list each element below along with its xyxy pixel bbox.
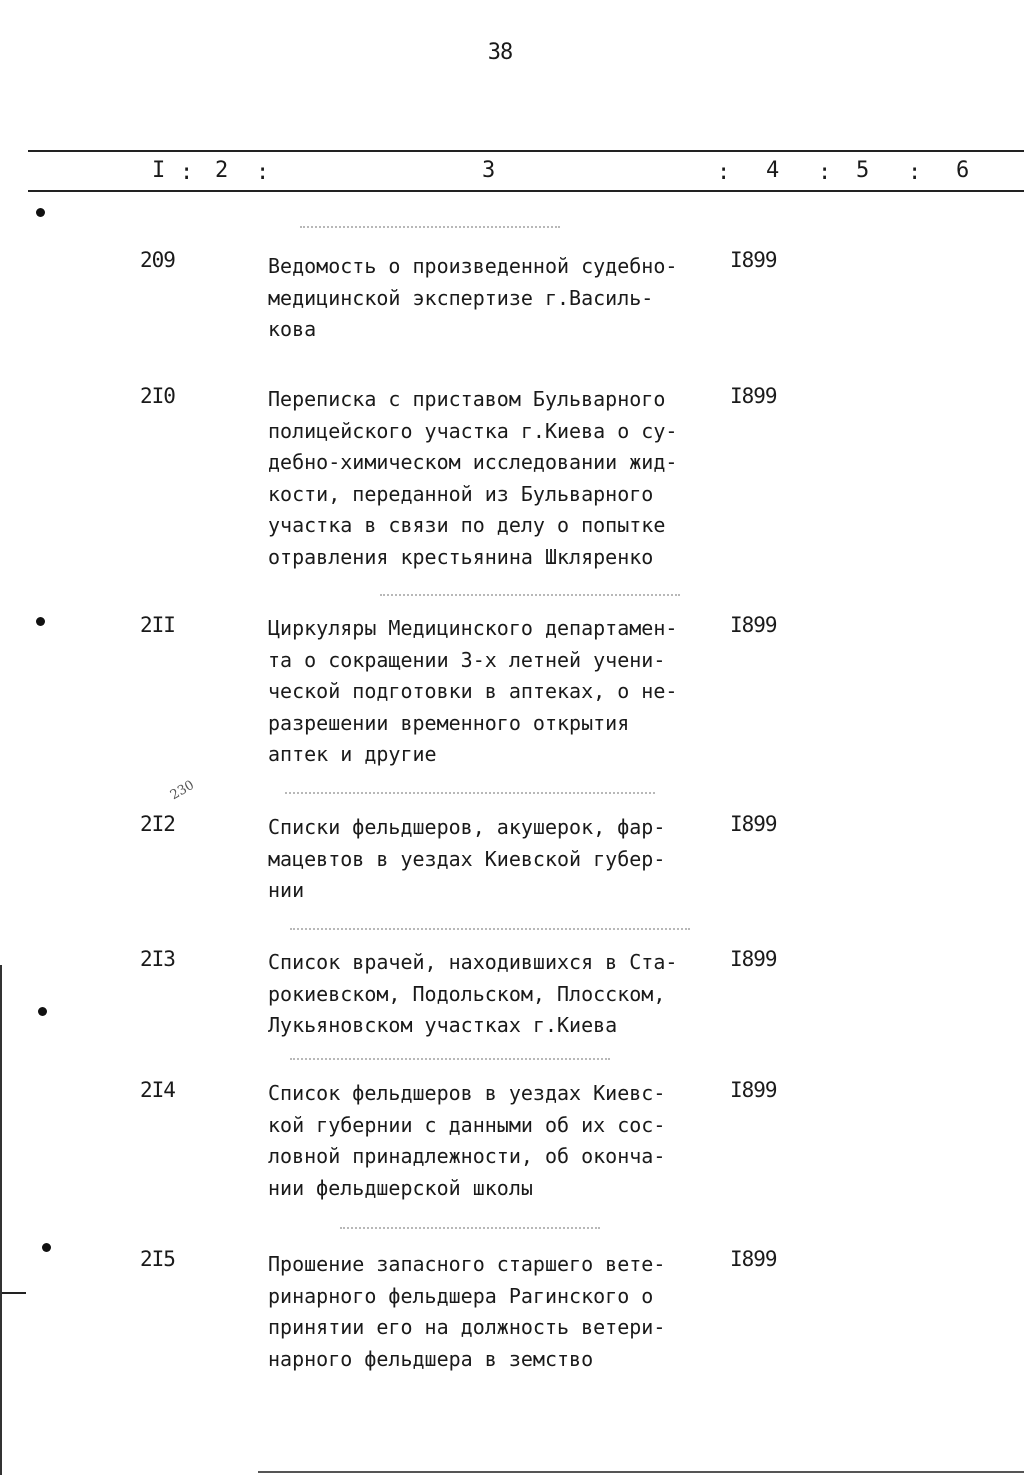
entry-number: 2I3 — [140, 947, 175, 971]
faint-dotted-line — [290, 1058, 610, 1060]
bottom-edge-line — [258, 1471, 1024, 1473]
entry-year: I899 — [730, 1247, 777, 1271]
entry-number: 209 — [140, 248, 175, 272]
entry-year: I899 — [730, 248, 777, 272]
entry-number: 2I2 — [140, 812, 175, 836]
punch-hole-mark — [36, 617, 45, 626]
header-separator: : — [256, 160, 270, 185]
entry-number: 2I0 — [140, 384, 175, 408]
punch-hole-mark — [42, 1243, 51, 1252]
entry-description: Список врачей, находившихся в Ста- рокиевском, Подольском, Плосском, Лукьяновском участках г.Киева — [268, 950, 678, 1037]
header-separator: : — [180, 160, 194, 185]
header-col-4: 4 — [766, 158, 780, 183]
header-separator: : — [717, 160, 731, 185]
punch-hole-mark — [38, 1007, 47, 1016]
faint-dotted-line — [340, 1227, 600, 1229]
header-col-1: I — [152, 158, 166, 183]
header-separator: : — [908, 160, 922, 185]
pencil-annotation: 230 — [167, 777, 197, 804]
entry-year: I899 — [730, 613, 777, 637]
entry-number: 2I5 — [140, 1247, 175, 1271]
entry-description: Список фельдшеров в уездах Киевс- кой губернии с данными об их сос- ловной принадлежности, об оконча- нии фельдшерской школы — [268, 1081, 666, 1200]
faint-dotted-line — [380, 594, 680, 596]
entry-description: Ведомость о произведенной судебно- медицинской экспертизе г.Василь- кова — [268, 254, 678, 341]
entry-description: Списки фельдшеров, акушерок, фар- мацевтов в уездах Киевской губер- нии — [268, 815, 666, 902]
header-separator: : — [818, 160, 832, 185]
header-col-5: 5 — [856, 158, 870, 183]
entry-description: Переписка с приставом Бульварного полицейского участка г.Киева о су- дебно-химическом исследовании жид- кости, переданной из Бульварного участка в связи по делу о попытке отравления крестьянина Шкляренко — [268, 387, 678, 569]
header-col-2: 2 — [215, 158, 229, 183]
punch-hole-mark — [36, 208, 45, 217]
entry-description: Прошение запасного старшего вете- ринарного фельдшера Рагинского о принятии его на должность ветери- нарного фельдшера в земство — [268, 1252, 666, 1371]
page-number: 38 — [487, 40, 513, 65]
header-rule-top — [28, 150, 1024, 152]
entry-number: 2I4 — [140, 1078, 175, 1102]
header-col-3: 3 — [482, 158, 496, 183]
entry-description: Циркуляры Медицинского департамен- та о сокращении 3-х летней учени- ческой подготовки в аптеках, о не- разрешении временного открытия аптек и другие — [268, 616, 678, 766]
margin-mark — [0, 1292, 26, 1294]
faint-dotted-line — [300, 226, 560, 228]
entry-year: I899 — [730, 384, 777, 408]
faint-dotted-line — [290, 928, 690, 930]
entry-year: I899 — [730, 947, 777, 971]
faint-dotted-line — [285, 792, 655, 794]
entry-year: I899 — [730, 1078, 777, 1102]
page-edge-line — [0, 965, 2, 1475]
header-col-6: 6 — [956, 158, 970, 183]
header-rule-bottom — [28, 190, 1024, 192]
entry-number: 2II — [140, 613, 175, 637]
entry-year: I899 — [730, 812, 777, 836]
